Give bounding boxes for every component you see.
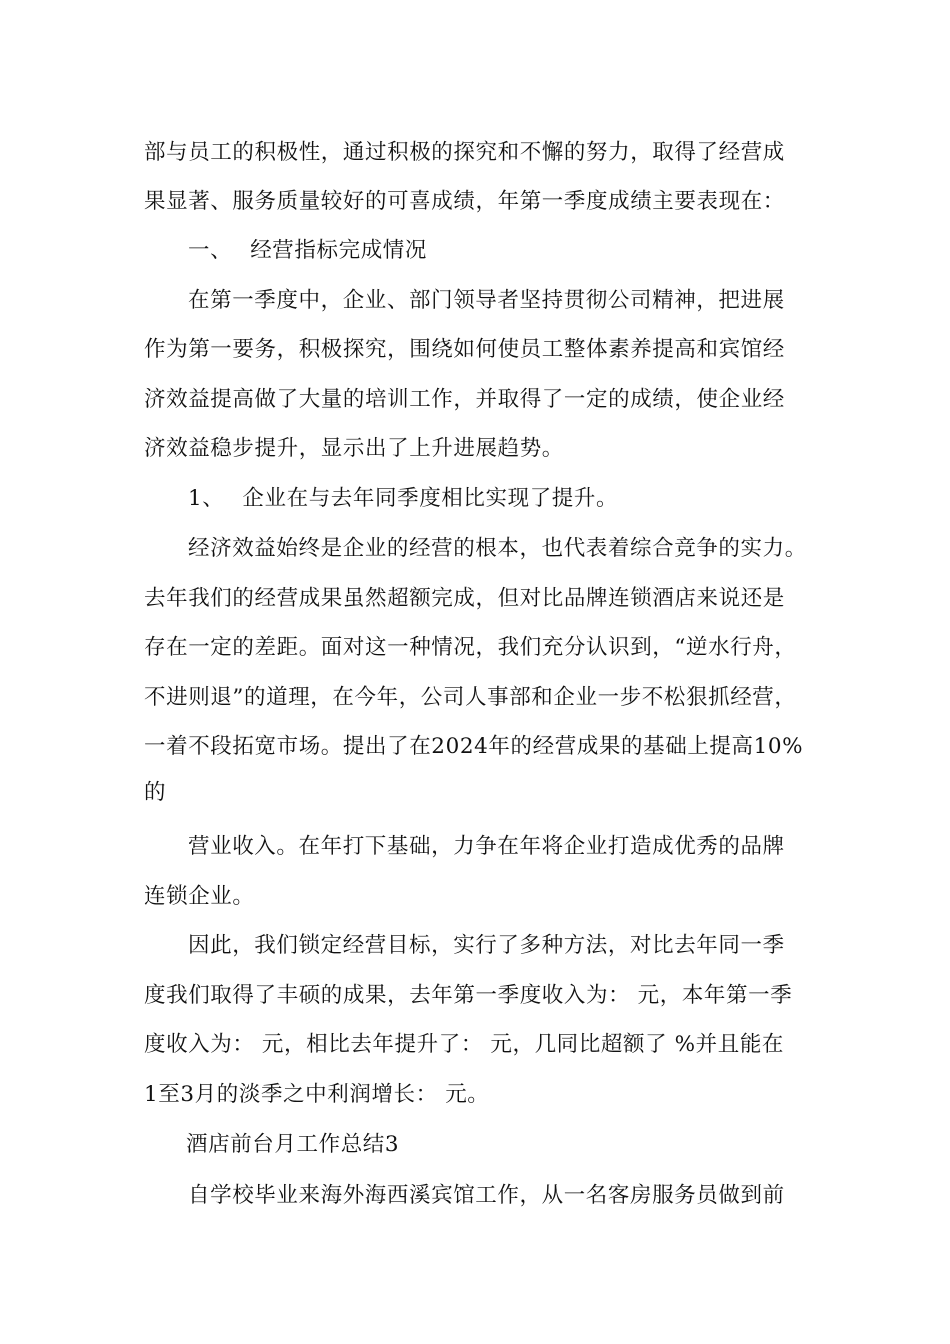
section-heading: [188, 236, 427, 266]
paragraph-line: 经济效益始终是企业的经营的根本，也代表着综合竞争的实力。: [188, 536, 807, 561]
paragraph-line: 的: [144, 780, 167, 805]
paragraph-line: 自学校毕业来海外海西溪宾馆工作，从一名客房服务员做到前: [188, 1183, 785, 1208]
paragraph-line: 度收入为： 元，相比去年提升了： 元，几同比超额了 %并且能在: [144, 1032, 785, 1057]
paragraph-line: 因此，我们锁定经营目标，实行了多种方法，对比去年同一季: [188, 933, 785, 958]
paragraph-line: 1至3月的淡季之中利润增长： 元。: [144, 1082, 490, 1107]
paragraph-line: 济效益提高做了大量的培训工作，并取得了一定的成绩，使企业经: [144, 387, 785, 412]
section-number: 一、: [188, 238, 233, 263]
subsection-heading: [188, 484, 618, 514]
paragraph-line: 一着不段拓宽市场。提出了在2024年的经营成果的基础上提高10%: [144, 734, 804, 759]
paragraph-line: 济效益稳步提升，显示出了上升进展趋势。: [144, 436, 564, 461]
paragraph-line: 连锁企业。: [144, 884, 255, 909]
section-title: 经营指标完成情况: [250, 238, 428, 263]
subsection-number: 1、: [188, 486, 225, 511]
paragraph-line: 不进则退”的道理，在今年，公司人事部和企业一步不松狠抓经营，: [144, 685, 797, 710]
document-title: 酒店前台月工作总结3: [186, 1132, 400, 1157]
paragraph-line: 营业收入。在年打下基础，力争在年将企业打造成优秀的品牌: [188, 834, 785, 859]
paragraph-line: 存在一定的差距。面对这一种情况，我们充分认识到，“逆水行舟，: [144, 635, 797, 660]
paragraph-line: 果显著、服务质量较好的可喜成绩，年第一季度成绩主要表现在：: [144, 189, 785, 214]
paragraph-line: 作为第一要务，积极探究，围绕如何使员工整体素养提高和宾馆经: [144, 337, 785, 362]
paragraph-line: 度我们取得了丰硕的成果，去年第一季度收入为： 元，本年第一季: [144, 983, 793, 1008]
paragraph-line: 在第一季度中，企业、部门领导者坚持贯彻公司精神，把进展: [188, 288, 785, 313]
paragraph-line: 部与员工的积极性，通过积极的探究和不懈的努力，取得了经营成: [144, 140, 785, 165]
subsection-title: 企业在与去年同季度相比实现了提升。: [242, 486, 619, 511]
paragraph-line: 去年我们的经营成果虽然超额完成，但对比品牌连锁酒店来说还是: [144, 586, 785, 611]
